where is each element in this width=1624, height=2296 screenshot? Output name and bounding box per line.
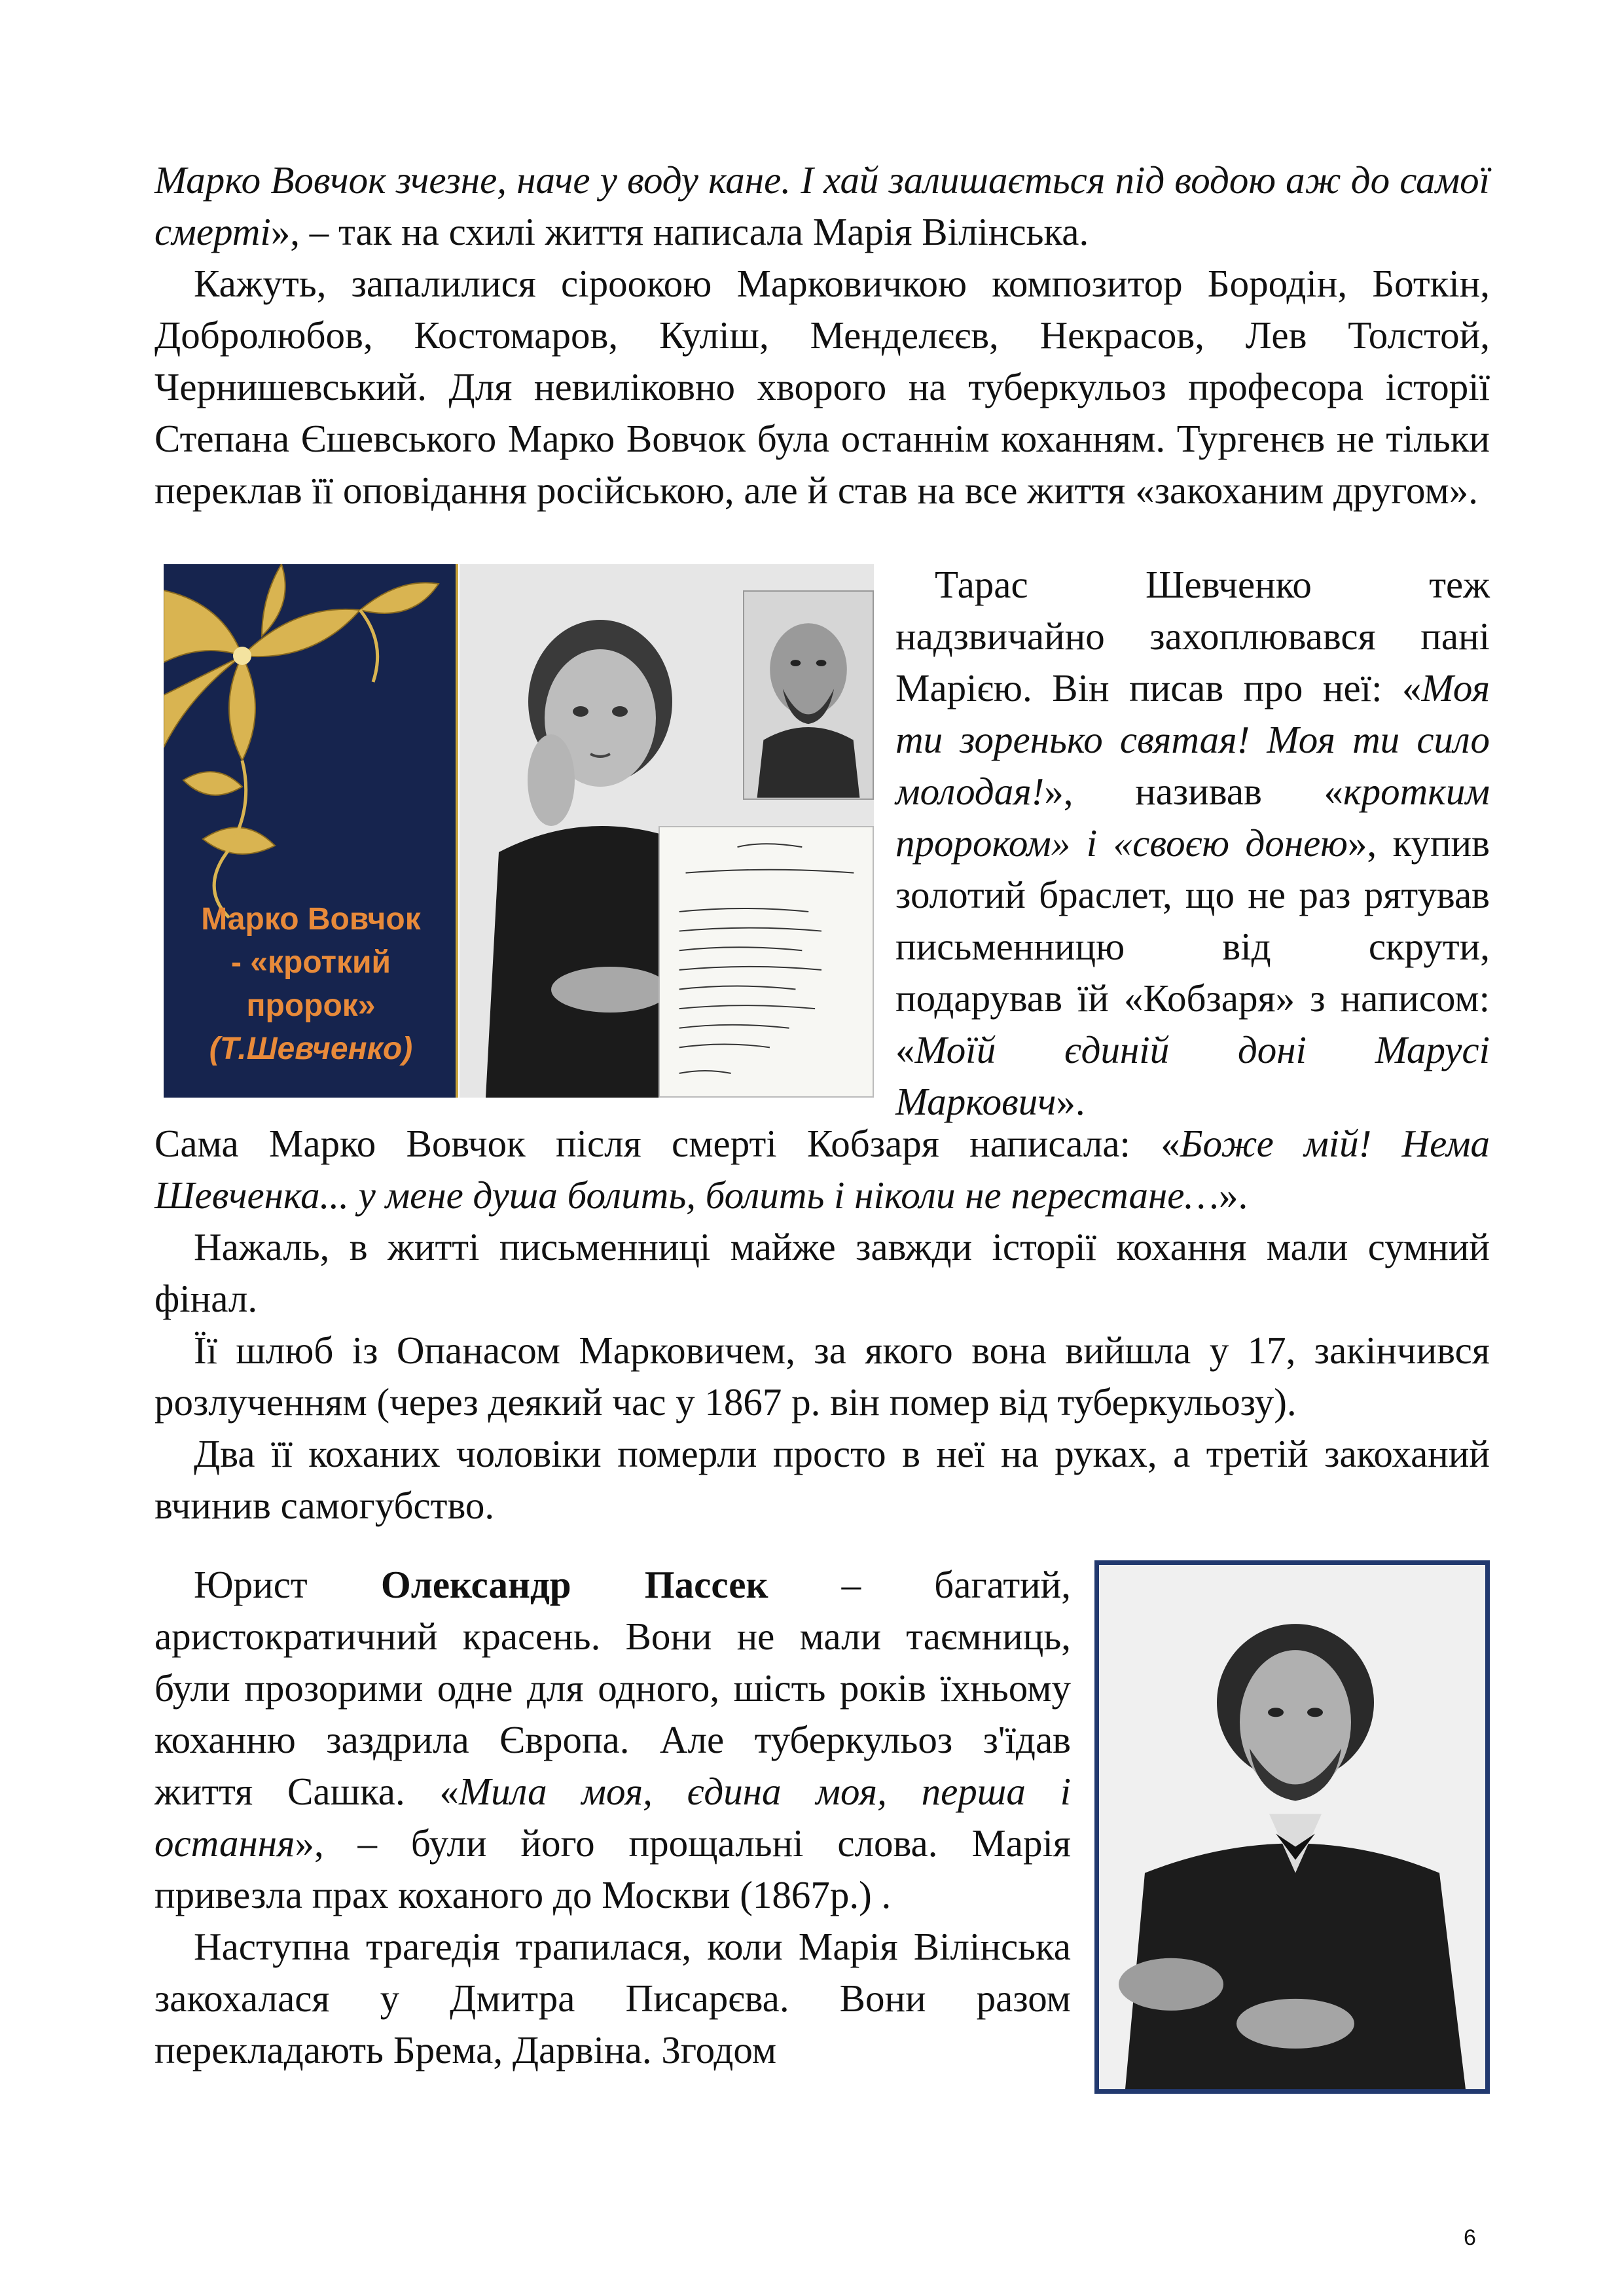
text-block-beside-collage bbox=[895, 559, 1490, 1128]
golden-flower-ornament bbox=[164, 564, 458, 931]
paragraph-admirers: Кажуть, запалилися сіроокою Марковичкою композитор Бородін, Боткін, Добролюбов, Костомаров, Куліш, Менделєєв, Некрасов, Лев Толстой, Чернишевський. Для невиліковно хворого на туберкульоз професора історії Степана Єшевського Марко Вовчок була останнім коханням. Тургенєв не тільки переклав її оповідання російською, але й став на все життя «закоханим другом». bbox=[154, 262, 1490, 512]
paragraph-sad-final: Нажаль, в житті письменниці майже завжди історії кохання мали сумний фінал. bbox=[154, 1225, 1490, 1320]
paragraph-quote-vilinska: Марко Вовчок зчезне, наче у воду кане. І хай залишається під водою аж до самої смерті», – так на схилі життя написала Марія Вілінська. bbox=[154, 158, 1490, 253]
text-block-bottom bbox=[154, 1559, 1071, 2076]
blue-ornament-panel bbox=[164, 564, 458, 1098]
text-block-top bbox=[154, 154, 1490, 516]
shevchenko-manuscript bbox=[659, 826, 874, 1098]
passek-portrait-photo bbox=[1094, 1560, 1490, 2094]
paragraph-shevchenko-death: Сама Марко Вовчок після смерті Кобзаря написала: «Боже мій! Нема Шевченка... у мене душа болить, болить і ніколи не перестане…». bbox=[154, 1122, 1490, 1217]
shevchenko-portrait-photo bbox=[743, 590, 874, 800]
paragraph-lovers: Два її коханих чоловіки померли просто в неї на руках, а третій закоханий вчинив самогубство. bbox=[154, 1432, 1490, 1527]
paragraph-pisarev: Наступна трагедія трапилася, коли Марія Вілінська закохалася у Дмитра Писарєва. Вони разом перекладають Брема, Дарвіна. Згодом bbox=[154, 1925, 1071, 2072]
paragraph-passek: Юрист Олександр Пассек – багатий, аристократичний красень. Вони не мали таємниць, були прозорими одне для одного, шість років їхньому коханню заздрила Європа. Але туберкульоз з'їдав життя Сашка. «Мила моя, єдина моя, перша і остання», – були його прощальні слова. Марія привезла прах коханого до Москви (1867р.) . bbox=[154, 1563, 1072, 1916]
collage-caption: Марко Вовчок - «кроткий пророк» (Т.Шевченко) bbox=[201, 902, 421, 1066]
page-number: 6 bbox=[1464, 2225, 1476, 2250]
paragraph-marriage: Її шлюб із Опанасом Марковичем, за якого вона вийшла у 17, закінчився розлученням (через деякий час у 1867 р. він помер від туберкульозу). bbox=[154, 1329, 1490, 1424]
text-block-middle bbox=[154, 1118, 1490, 1532]
paragraph-shevchenko: Тарас Шевченко теж надзвичайно захоплювався пані Марією. Він писав про неї: «Моя ти зоренько святая! Моя ти сило молодая!», називав «кротким пророком» і «своєю донею», купив золотий браслет, що не раз рятував письменницю від скрути, подарував їй «Кобзаря» з написом: «Моїй єдиній доні Марусі Маркович». bbox=[895, 563, 1490, 1123]
vovchok-shevchenko-collage bbox=[164, 564, 874, 1098]
